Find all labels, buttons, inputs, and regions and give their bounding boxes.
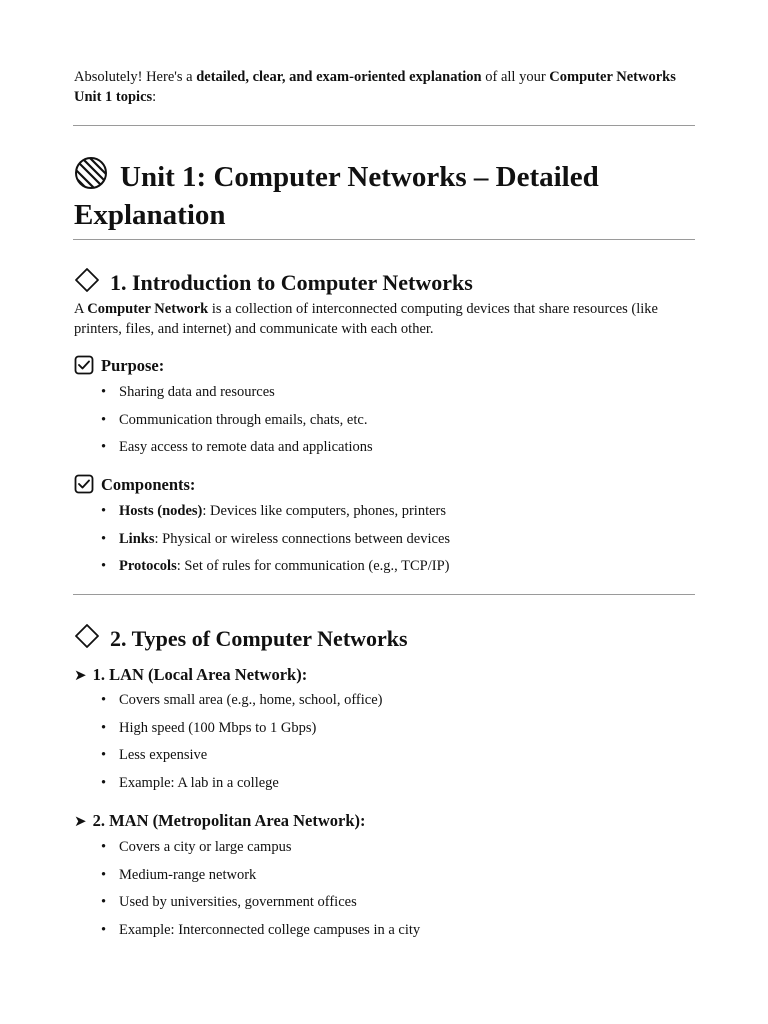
bullet-icon: • (101, 503, 107, 519)
section-heading-types (74, 623, 408, 656)
list-item-text: Sharing data and resources (119, 384, 275, 400)
list-item-text (119, 557, 450, 575)
list-item-text: Easy access to remote data and applications (119, 439, 373, 455)
section-heading-introduction (74, 267, 473, 300)
para-text: is a collection of interconnected computing devices that share resources (like printers, files, and internet) and communicate with each other. (74, 301, 658, 337)
term-description: : Physical or wireless connections between devices (154, 530, 451, 547)
bullet-icon: • (101, 558, 107, 574)
intro-text-1: Absolutely! Here's a (74, 69, 197, 85)
intro-bold-1: detailed, clear, and exam-oriented explanation (196, 69, 482, 85)
bullet-icon: • (101, 866, 107, 883)
subheading-components (74, 474, 195, 500)
list-item-text (119, 502, 446, 520)
divider (73, 125, 695, 126)
checkbox-icon (74, 355, 94, 381)
subheading-text: Components: (101, 475, 196, 494)
para-bold-term: Computer Network (87, 301, 209, 317)
intro-text-2: of all your (481, 69, 550, 85)
section-heading-text: 1. Introduction to Computer Networks (110, 270, 473, 295)
bullet-icon: • (101, 411, 107, 428)
bullet-icon: • (101, 747, 107, 763)
subheading-lan (74, 664, 307, 686)
diamond-icon (74, 267, 100, 300)
definition-paragraph (74, 299, 696, 339)
bullet-icon: • (101, 719, 107, 736)
list-item-text: High speed (100 Mbps to 1 Gbps) (119, 719, 317, 736)
intro-text-3: : (152, 89, 157, 105)
bullet-icon: • (101, 384, 107, 400)
subheading-text: Purpose: (101, 356, 165, 375)
list-item-text: Example: A lab in a college (119, 774, 279, 791)
checkbox-icon (74, 474, 94, 500)
term: Links (119, 530, 155, 547)
list-item-text: Example: Interconnected college campuses in a city (119, 921, 421, 938)
subheading-text: 1. LAN (Local Area Network): (92, 665, 308, 684)
list-item-text: Covers a city or large campus (119, 839, 292, 855)
bullet-icon: • (101, 439, 107, 455)
arrow-icon: ➤ (74, 666, 87, 684)
subheading-text: 2. MAN (Metropolitan Area Network): (92, 811, 366, 830)
term: Protocols (119, 558, 177, 574)
intro-paragraph (74, 67, 694, 107)
globe-icon (74, 156, 108, 198)
bullet-icon: • (101, 921, 107, 938)
term-description: : Set of rules for communication (e.g., TCP/IP) (176, 558, 450, 574)
bullet-icon: • (101, 692, 107, 708)
subheading-purpose (74, 355, 164, 381)
intro-bold-2: Computer Networks Unit 1 topics (74, 69, 676, 105)
list-item-text: Medium-range network (119, 866, 257, 883)
arrow-icon: ➤ (74, 812, 87, 830)
bullet-icon: • (101, 839, 107, 855)
para-text: A (74, 301, 88, 317)
list-item-text: Covers small area (e.g., home, school, office) (119, 692, 383, 708)
term: Hosts (nodes) (119, 503, 203, 519)
bullet-icon: • (101, 774, 107, 791)
list-item-text (119, 530, 450, 548)
list-item-text: Less expensive (119, 747, 208, 763)
bullet-icon: • (101, 530, 107, 547)
bullet-icon: • (101, 894, 107, 910)
section-heading-text: 2. Types of Computer Networks (110, 626, 408, 651)
divider (73, 594, 695, 595)
diamond-icon (74, 623, 100, 656)
term-description: : Devices like computers, phones, printers (202, 503, 447, 519)
list-item-text: Communication through emails, chats, etc. (119, 411, 368, 428)
list-item-text: Used by universities, government offices (119, 894, 357, 910)
page-title (74, 156, 714, 232)
page-title-text: Unit 1: Computer Networks – Detailed Explanation (74, 161, 599, 231)
subheading-man (74, 810, 366, 832)
divider (73, 239, 695, 240)
